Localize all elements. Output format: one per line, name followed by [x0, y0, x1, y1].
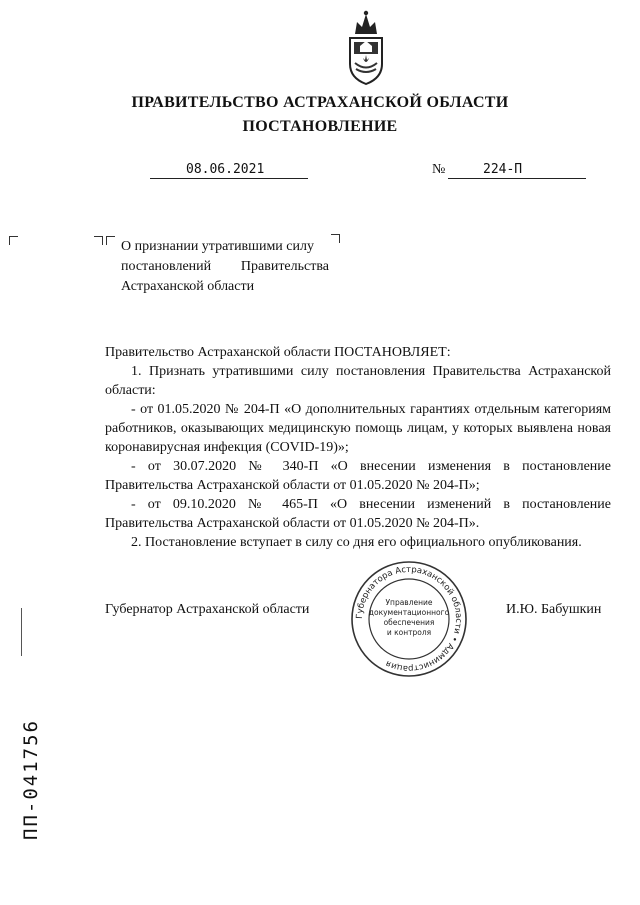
- registration-number: ПП-041756: [20, 719, 42, 840]
- stamp-center-line-1: Управление: [385, 598, 433, 607]
- coat-of-arms-emblem: [341, 8, 391, 88]
- government-heading: ПРАВИТЕЛЬСТВО АСТРАХАНСКОЙ ОБЛАСТИ: [131, 94, 509, 111]
- title-line-2: постановлений Правительства: [121, 259, 329, 274]
- stamp-center-line-2: документационного: [368, 608, 450, 617]
- stamp-center-line-3: обеспечения: [383, 618, 435, 627]
- point-1-item-1: - от 01.05.2020 № 204-П «О дополнительных гарантиях отдельным категориям работников, оказывающих медицинскую помощь лицам, у которых выявлена новая коронавирусная инфекция (COVID-19)»;: [105, 402, 611, 455]
- signatory-position: Губернатор Астраханской области: [105, 602, 310, 617]
- stamp-center-line-4: и контроля: [386, 628, 432, 637]
- document-number: 224-П: [483, 162, 523, 177]
- margin-line: [21, 608, 22, 656]
- signatory-name: И.Ю. Бабушкин: [506, 602, 602, 617]
- number-underline: [448, 178, 586, 179]
- stamp-ring-text: Губернатора Астраханской области • Администрация: [354, 564, 464, 674]
- number-label: №: [432, 162, 446, 177]
- corner-mark-title-left-a: [94, 236, 103, 245]
- document-title: [121, 237, 329, 297]
- intro-paragraph: Правительство Астраханской области ПОСТАНОВЛЯЕТ:: [105, 345, 451, 360]
- point-1-item-2: - от 30.07.2020 № 340-П «О внесении изменения в постановление Правительства Астраханской области от 01.05.2020 № 204-П»;: [105, 459, 611, 493]
- date-underline: [150, 178, 308, 179]
- official-stamp: [350, 560, 468, 678]
- title-line-3: Астраханской области: [121, 279, 255, 294]
- corner-mark-title-right: [331, 234, 340, 243]
- document-body: [105, 343, 611, 552]
- point-2: 2. Постановление вступает в силу со дня его официального опубликования.: [131, 535, 582, 550]
- title-line-1: О признании утратившими силу: [121, 239, 314, 254]
- document-date: 08.06.2021: [186, 162, 265, 177]
- point-1: 1. Признать утратившими силу постановления Правительства Астраханской области:: [105, 364, 611, 398]
- corner-mark-title-left-b: [106, 236, 115, 245]
- document-type-heading: ПОСТАНОВЛЕНИЕ: [242, 118, 398, 135]
- corner-mark-left: [9, 236, 18, 245]
- point-1-item-3: - от 09.10.2020 № 465-П «О внесении изменений в постановление Правительства Астраханской области от 01.05.2020 № 204-П».: [105, 497, 611, 531]
